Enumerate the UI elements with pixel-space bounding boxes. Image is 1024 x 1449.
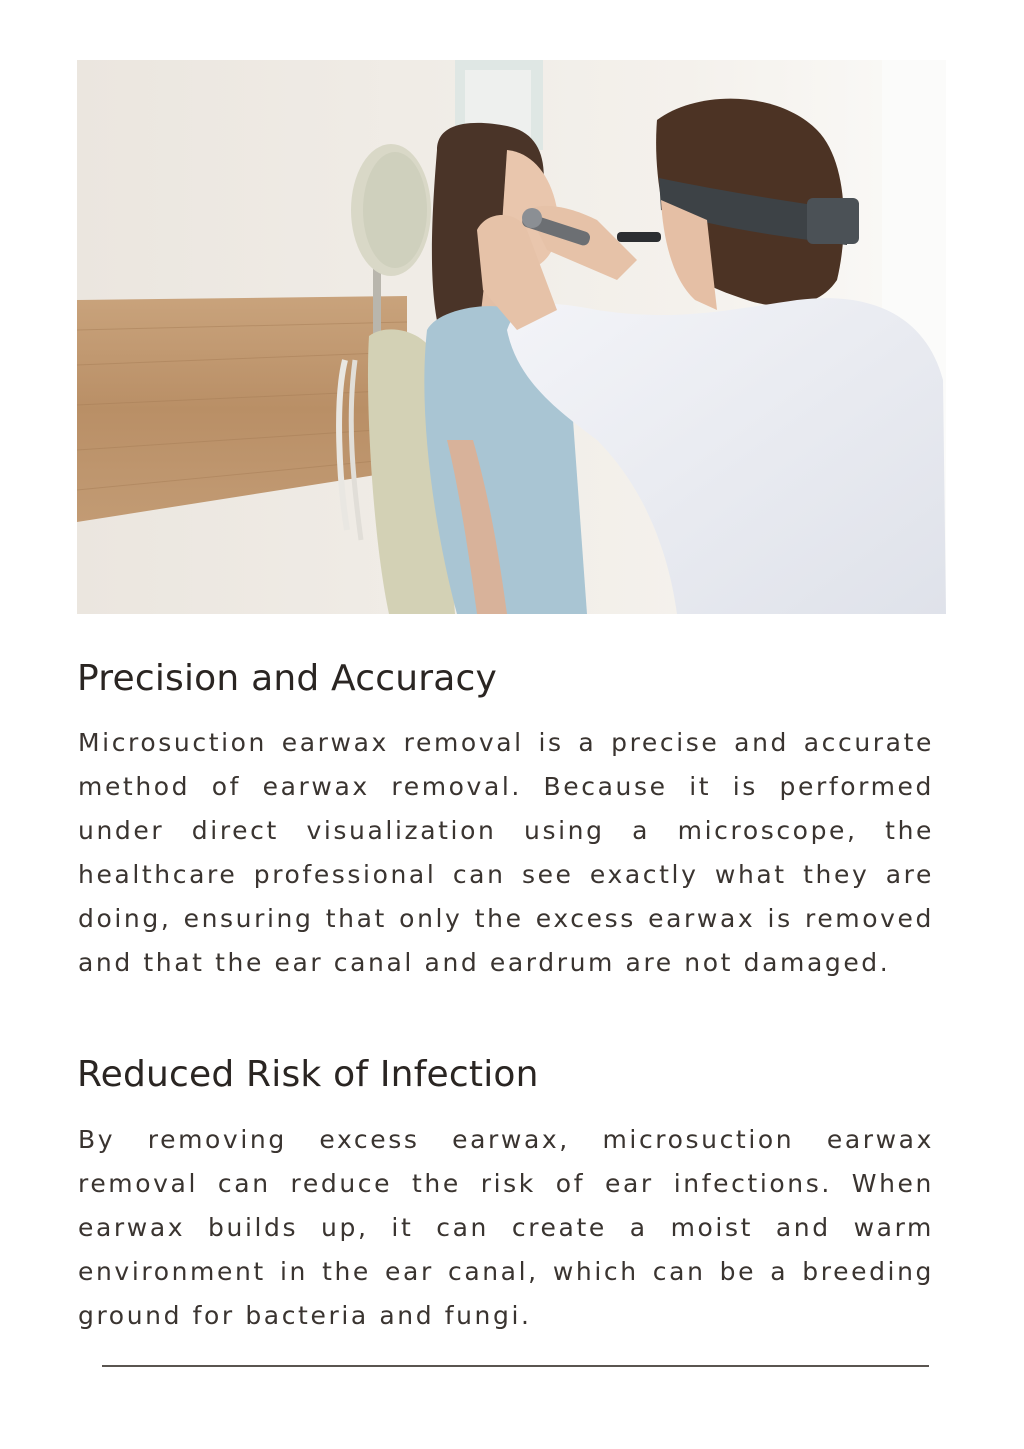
section-body-precision: Microsuction earwax removal is a precise and accurate method of earwax removal. Because it is performed under direct visualization using a microscope, the healthcare professional can see exactly what they are doing, ensuring that only the excess earwax is removed and that the ear canal and eardrum are not damaged. xyxy=(78,728,934,977)
section-title-precision: Precision and Accuracy xyxy=(77,658,497,699)
section-body-infection: By removing excess earwax, microsuction earwax removal can reduce the risk of ear infections. When earwax builds up, it can create a moist and warm environment in the ear canal, which can be a breeding ground for bacteria and fungi. xyxy=(78,1125,934,1330)
footer-divider xyxy=(102,1365,929,1367)
section-title-infection: Reduced Risk of Infection xyxy=(77,1054,539,1095)
clinic-photo xyxy=(77,60,946,614)
